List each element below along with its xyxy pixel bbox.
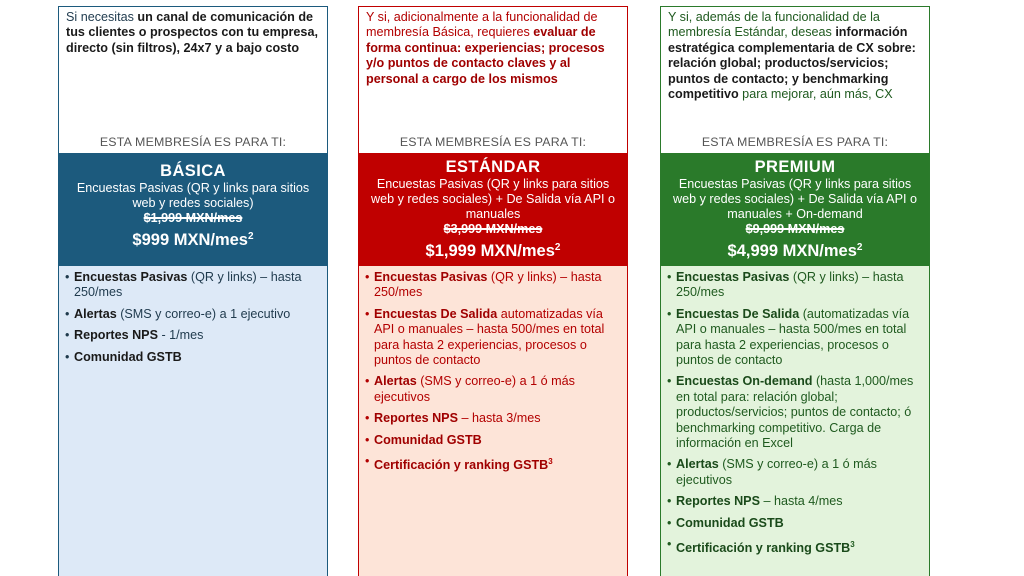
new-price: $999 MXN/mes$^2$ [132,231,254,249]
feature-title: Encuestas De Salida [374,306,498,321]
new-price: $1,999 MXN/mes$^2$ [425,242,561,260]
feature-text: – hasta 3/mes [457,411,541,426]
plan-features [59,266,327,576]
feature-title: Comunidad GSTB [74,349,182,364]
plan-features [661,266,929,576]
feature-title: Reportes NPS [374,411,458,426]
feature-item [65,328,321,343]
feature-title: Certificación y ranking GSTB [374,458,549,473]
feature-text: (QR y links) – hasta 250/mes [374,270,602,300]
feature-text: (hasta 1,000/mes en total para: relación global; productos/servicios; puntos de contacto; ó benchmarking competitivo. Carga de información en Excel [676,374,914,451]
plan-card-basica [58,6,328,576]
plan-description: Encuestas Pasivas (QR y links para sitios web y redes sociales) [76,181,310,210]
plan-name: ESTÁNDAR [445,158,541,176]
plan-features [359,266,627,576]
feature-item [667,516,923,531]
feature-title: Alertas [74,306,117,321]
plan-card-premium [660,6,930,576]
feature-title: Comunidad GSTB [676,515,784,530]
old-price: $1,999 MXN/mes [143,211,243,225]
feature-text: – hasta 4/mes [759,494,843,509]
feature-text: (SMS y correo-e) a 1 ó más ejecutivos [374,374,575,404]
plan-intro: Y si, además de la funcionalidad de la membresía Estándar, deseas información estratégica complementaria de CX sobre: relación global; productos/servicios; puntos de contacto; y benchmarking competitivo para mejorar, aún más, CX [668,10,916,102]
feature-text: (QR y links) – hasta 250/mes [676,270,904,300]
feature-title: Alertas [676,457,719,472]
feature-text: (SMS y correo-e) a 1 ejecutivo [116,306,291,321]
plan-description: Encuestas Pasivas (QR y links para sitios web y redes sociales) + De Salida vía API o manuales [371,177,615,221]
for-you-label: ESTA MEMBRESÍA ES PARA TI: [399,135,587,149]
feature-item [65,270,321,301]
feature-item [365,307,621,369]
feature-title: Reportes NPS [74,328,158,343]
feature-title: Encuestas De Salida [676,306,800,321]
feature-title: Encuestas Pasivas [374,270,488,284]
feature-title: Reportes NPS [676,494,760,509]
feature-title: Encuestas On-demand [676,374,813,389]
feature-item [365,374,621,405]
feature-footnote: 3 [548,457,553,467]
feature-item [667,494,923,509]
feature-title: Comunidad GSTB [374,432,482,447]
feature-item [667,270,923,301]
feature-item [667,307,923,369]
feature-item [365,411,621,426]
plan-intro: Y si, adicionalmente a la funcionalidad de membresía Básica, requieres evaluar de forma continua: experiencias; procesos y/o puntos de contacto claves y al personal a cargo de los mismos [366,10,605,86]
feature-title: Alertas [374,374,417,389]
feature-title: Encuestas Pasivas [676,270,790,284]
feature-item [667,457,923,488]
feature-title: Certificación y ranking GSTB [676,541,851,556]
plan-header [661,153,929,266]
feature-item [365,454,621,473]
feature-title: Encuestas Pasivas [74,270,188,284]
old-price: $9,999 MXN/mes [745,222,845,236]
plan-card-estandar [358,6,628,576]
old-price: $3,999 MXN/mes [443,222,543,236]
plan-header [59,153,327,266]
plan-description: Encuestas Pasivas (QR y links para sitios web y redes sociales) + De Salida vía API o manuales + On-demand [673,177,917,221]
feature-item [667,537,923,556]
plan-name: BÁSICA [160,162,226,180]
for-you-label: ESTA MEMBRESÍA ES PARA TI: [99,135,287,149]
feature-item [667,374,923,451]
feature-text: (SMS y correo-e) a 1 ó más ejecutivos [676,457,877,487]
feature-item [65,350,321,365]
feature-footnote: 3 [850,540,855,550]
feature-text: (QR y links) – hasta 250/mes [74,270,302,300]
for-you-label: ESTA MEMBRESÍA ES PARA TI: [701,135,889,149]
plan-intro: Si necesitas un canal de comunicación de tus clientes o prospectos con tu empresa, directo (sin filtros), 24x7 y a bajo costo [66,10,318,55]
feature-text: (automatizadas vía API o manuales – hasta 500/mes en total para hasta 2 experiencias, procesos o puntos de contacto [676,306,910,368]
new-price: $4,999 MXN/mes$^2$ [727,242,863,260]
feature-item [365,433,621,448]
feature-item [365,270,621,301]
feature-item [65,307,321,322]
plan-header [359,153,627,266]
feature-text: automatizadas vía API o manuales – hasta 500/mes en total para hasta 2 experiencias, procesos o puntos de contacto [374,306,605,368]
plan-name: PREMIUM [754,158,836,176]
feature-text: - 1/mes [157,328,204,343]
